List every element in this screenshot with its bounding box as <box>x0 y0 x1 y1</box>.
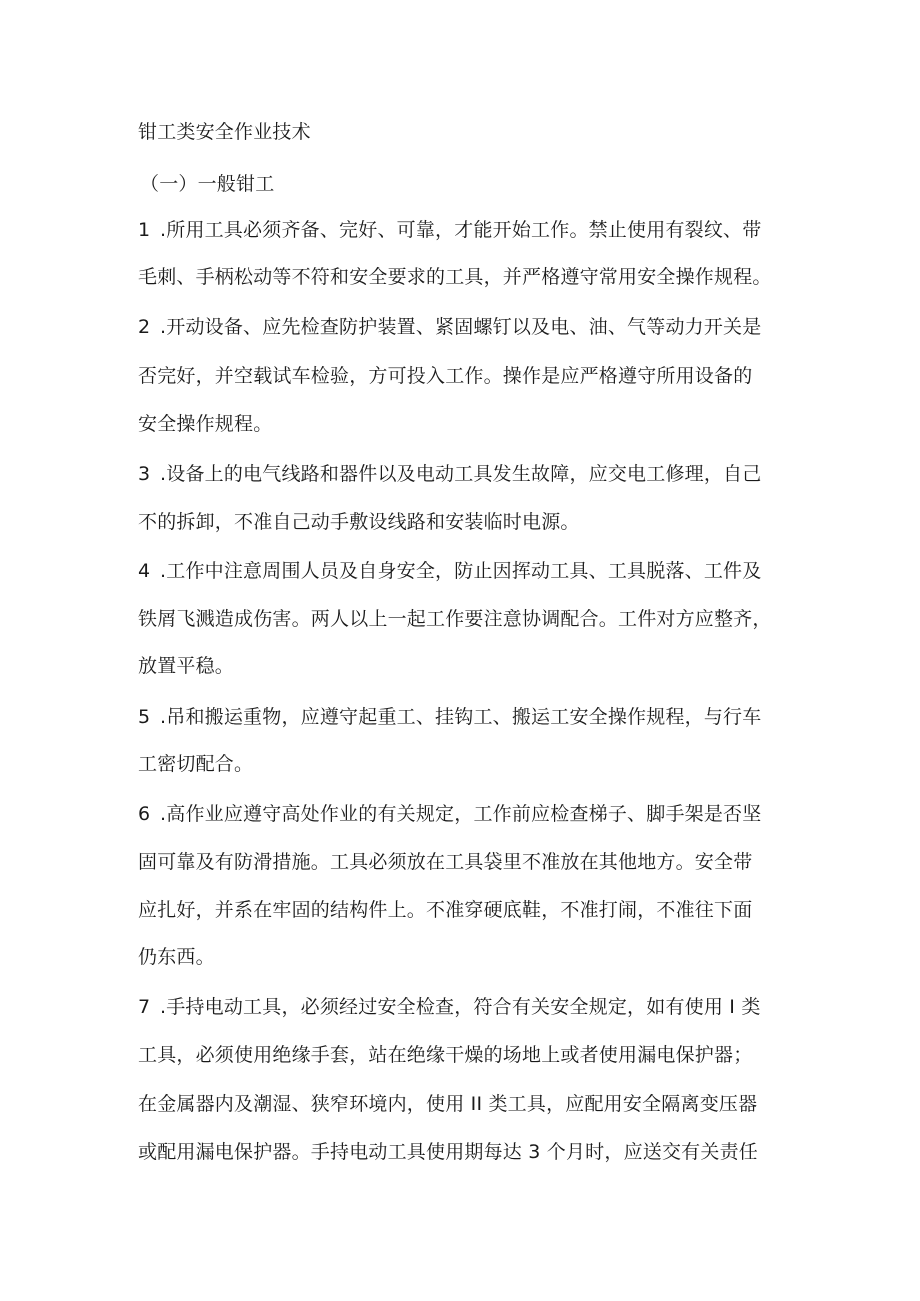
item-number: 3 <box>138 463 151 485</box>
list-item-3-line-2: 不的拆卸，不准自己动手敷设线路和安装临时电源。 <box>138 511 580 533</box>
list-item-4-line-2: 铁屑飞溅造成伤害。两人以上一起工作要注意协调配合。工件对方应整齐， <box>138 608 772 630</box>
item-number: 6 <box>138 803 151 825</box>
item-text: .吊和搬运重物，应遵守起重工、挂钩工、搬运工安全操作规程，与行车 <box>160 706 762 728</box>
item-number: 7 <box>138 996 151 1018</box>
document-title: 钳工类安全作业技术 <box>138 121 311 143</box>
list-item-7-line-4: 或配用漏电保护器。手持电动工具使用期每达 3 个月时，应送交有关责任 <box>138 1141 758 1163</box>
item-text: .工作中注意周围人员及自身安全，防止因挥动工具、工具脱落、工件及 <box>160 560 762 582</box>
list-item-6-line-1 <box>138 802 761 826</box>
item-number: 5 <box>138 706 151 728</box>
list-item-5-line-1 <box>138 705 761 729</box>
list-item-2-line-3: 安全操作规程。 <box>138 413 273 435</box>
item-number: 1 <box>138 219 151 241</box>
list-item-7-line-3: 在金属器内及潮湿、狭窄环境内，使用 II 类工具，应配用安全隔离变压器 <box>138 1093 758 1115</box>
list-item-4-line-1 <box>138 559 761 583</box>
item-number: 4 <box>138 560 151 582</box>
list-item-6-line-2: 固可靠及有防滑措施。工具必须放在工具袋里不准放在其他地方。安全带 <box>138 851 753 873</box>
list-item-2-line-1 <box>138 315 761 339</box>
list-item-1-line-1 <box>138 218 761 242</box>
list-item-3-line-1 <box>138 462 761 486</box>
item-text: .手持电动工具，必须经过安全检查，符合有关安全规定，如有使用 I 类 <box>160 996 761 1018</box>
list-item-7-line-2: 工具，必须使用绝缘手套，站在绝缘干燥的场地上或者使用漏电保护器； <box>138 1044 753 1066</box>
list-item-4-line-3: 放置平稳。 <box>138 655 235 677</box>
list-item-7-line-1 <box>138 995 761 1019</box>
item-text: .开动设备、应先检查防护装置、紧固螺钉以及电、油、气等动力开关是 <box>160 316 762 338</box>
list-item-1-line-2: 毛刺、手柄松动等不符和安全要求的工具，并严格遵守常用安全操作规程。 <box>138 266 772 288</box>
section-heading: （一）一般钳工 <box>140 173 275 195</box>
list-item-2-line-2: 否完好，并空载试车检验，方可投入工作。操作是应严格遵守所用设备的 <box>138 365 753 387</box>
item-text: .所用工具必须齐备、完好、可靠，才能开始工作。禁止使用有裂纹、带 <box>160 219 762 241</box>
list-item-5-line-2: 工密切配合。 <box>138 753 254 775</box>
list-item-6-line-4: 仍东西。 <box>138 946 215 968</box>
item-text: .高作业应遵守高处作业的有关规定，工作前应检查梯子、脚手架是否坚 <box>160 803 762 825</box>
item-number: 2 <box>138 316 151 338</box>
item-text: .设备上的电气线路和器件以及电动工具发生故障，应交电工修理，自己 <box>160 463 762 485</box>
list-item-6-line-3: 应扎好，并系在牢固的结构件上。不准穿硬底鞋，不准打闹，不准往下面 <box>138 899 753 921</box>
